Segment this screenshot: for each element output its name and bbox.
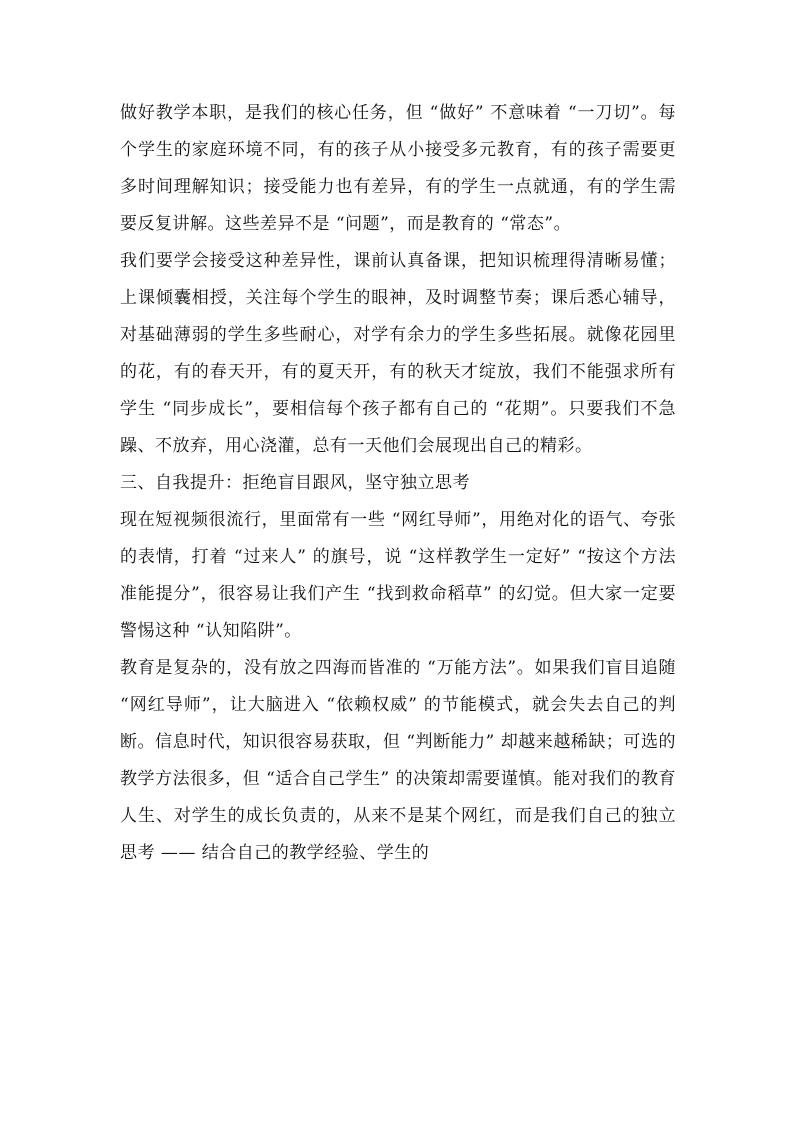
section-heading-self-improvement: 三、自我提升：拒绝盲目跟风，坚守独立思考 — [120, 473, 470, 493]
paragraph-teaching-duty: 做好教学本职，是我们的核心任务，但 “做好” 不意味着 “一刀切”。每个学生的家庭环境不同，有的孩子从小接受多元教育，有的孩子需要更多时间理解知识；接受能力也有差异，有的学生一点就通，有的学生需要反复讲解。这些差异不是 “问题”，而是教育的 “常态”。 — [120, 103, 676, 234]
paragraph-short-video-mentors: 现在短视频很流行，里面常有一些 “网红导师”，用绝对化的语气、夸张的表情，打着 “过来人” 的旗号，说 “这样教学生一定好” “按这个方法准能提分”，很容易让我们产生 “找到救命稻草” 的幻觉。但大家一定要警惕这种 “认知陷阱”。 — [120, 510, 676, 641]
document-body — [120, 95, 676, 872]
paragraph-independent-thinking: 教育是复杂的，没有放之四海而皆准的 “万能方法”。如果我们盲目追随 “网红导师”，让大脑进入 “依赖权威” 的节能模式，就会失去自己的判断。信息时代，知识很容易获取，但 “判断能力” 却越来越稀缺；可选的教学方法很多，但 “适合自己学生” 的决策却需要谨慎。能对我们的教育人生、对学生的成长负责的，从来不是某个网红，而是我们自己的独立思考 —— 结合自己的教学经验、学生的 — [120, 658, 676, 863]
paragraph-accept-differences: 我们要学会接受这种差异性，课前认真备课，把知识梳理得清晰易懂；上课倾囊相授，关注每个学生的眼神，及时调整节奏；课后悉心辅导，对基础薄弱的学生多些耐心，对学有余力的学生多些拓展。就像花园里的花，有的春天开，有的夏天开，有的秋天才绽放，我们不能强求所有学生 “同步成长”，要相信每个孩子都有自己的 “花期”。只要我们不急躁、不放弃，用心浇灌，总有一天他们会展现出自己的精彩。 — [120, 251, 676, 456]
